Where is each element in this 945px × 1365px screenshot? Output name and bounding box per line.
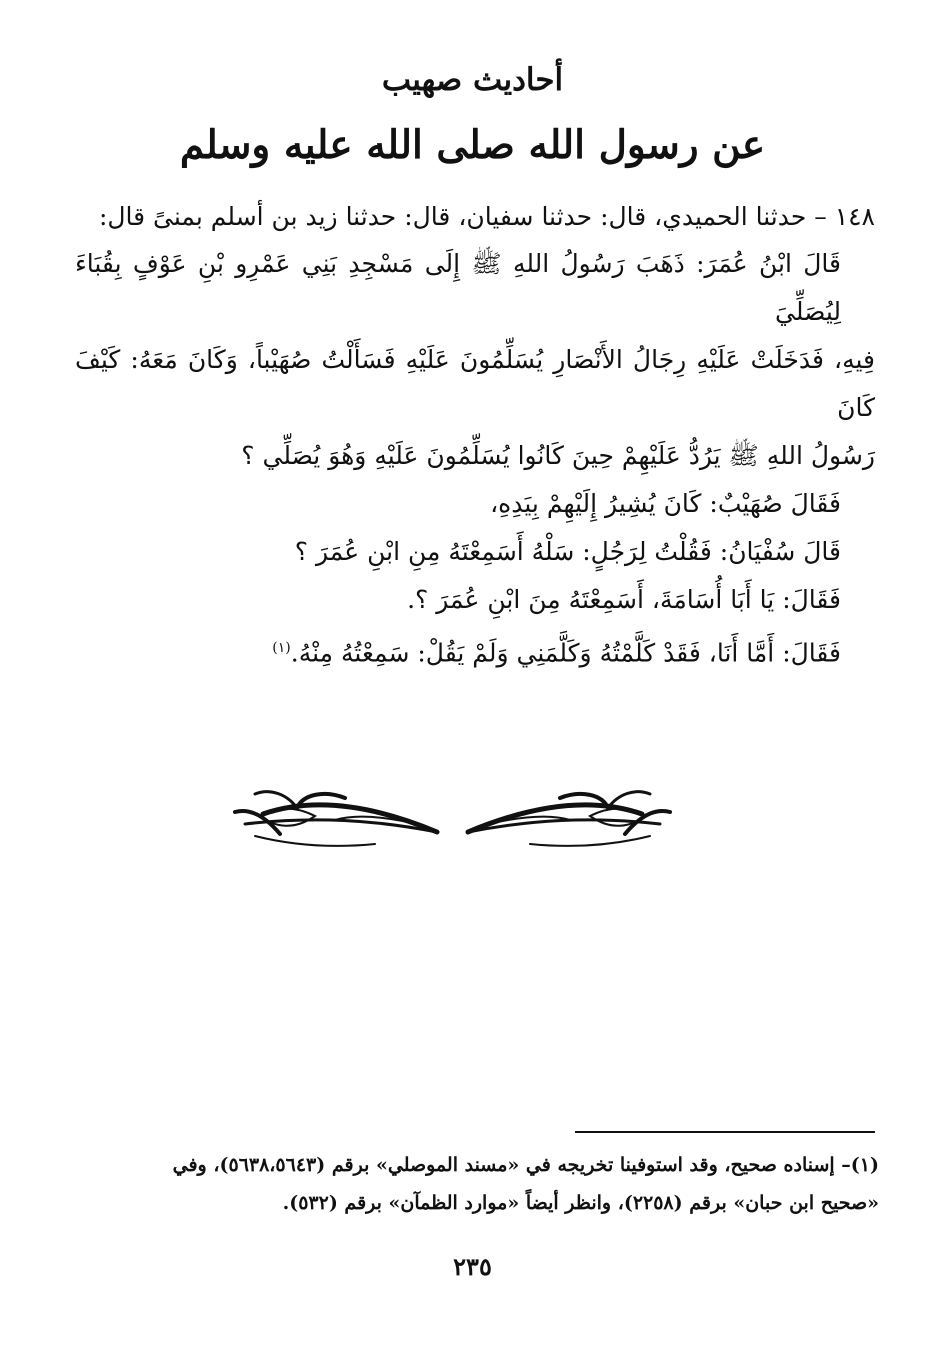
matn-paragraph — [75, 528, 875, 576]
footnote-line: «صحيح ابن حبان» برقم (٢٢٥٨)، وانظر أيضاً «موارد الظمآن» برقم (٥٣٢). — [282, 1192, 879, 1214]
matn-paragraph — [75, 624, 875, 677]
matn-paragraph — [75, 480, 875, 528]
hadith-isnad-line — [75, 193, 875, 241]
matn-line: فَقَالَ صُهَيْبٌ: كَانَ يُشِيرُ إِلَيْهِمْ بِيَدِهِ، — [490, 489, 841, 518]
matn-opening-paragraph — [75, 240, 875, 336]
page-number: ٢٣٥ — [453, 1252, 492, 1281]
footnote-marker: (١) — [272, 640, 291, 656]
matn-line: قَالَ سُفْيَانُ: فَقُلْتُ لِرَجُلٍ: سَلْهُ أَسَمِعْتَهُ مِنِ ابْنِ عُمَرَ ؟ — [294, 537, 841, 566]
matn-line: فَقَالَ: يَا أَبَا أُسَامَةَ، أَسَمِعْتَهُ مِنَ ابْنِ عُمَرَ ؟. — [407, 585, 841, 614]
section-subtitle: عن رسول الله صلى الله عليه وسلم — [179, 122, 766, 168]
matn-line: فَقَالَ: أَمَّا أَنَا، فَقَدْ كَلَّمْتُهُ وَكَلَّمَنِي وَلَمْ يَقُلْ: سَمِعْتُهُ مِنْهُ. — [290, 638, 841, 668]
footnote-divider — [575, 1131, 875, 1133]
matn-continuation — [75, 336, 875, 480]
hadith-isnad: حدثنا الحميدي، قال: حدثنا سفيان، قال: حدثنا زيد بن أسلم بمنىً قال: — [98, 202, 807, 231]
decorative-divider-icon — [230, 786, 675, 852]
matn-paragraph — [75, 576, 875, 624]
matn-line: فِيهِ، فَدَخَلَتْ عَلَيْهِ رِجَالُ الأَنْصَارِ يُسَلِّمُونَ عَلَيْهِ فَسَأَلْتُ صُهَيْباً، وَكَانَ مَعَهُ: كَيْفَ كَانَ — [75, 345, 875, 422]
hadith-number: ١٤٨ – — [814, 202, 875, 231]
hadith-matn — [75, 240, 875, 677]
matn-line: قَالَ ابْنُ عُمَرَ: ذَهَبَ رَسُولُ اللهِ ﷺ إِلَى مَسْجِدِ بَنِي عَمْرِو بْنِ عَوْفٍ بِقُبَاءَ لِيُصَلِّيَ — [75, 249, 841, 326]
footnote — [67, 1146, 879, 1222]
matn-line: رَسُولُ اللهِ ﷺ يَرُدُّ عَلَيْهِمْ حِينَ كَانُوا يُسَلِّمُونَ عَلَيْهِ وَهُوَ يُصَلِّي ؟ — [241, 441, 875, 470]
section-title: أحاديث صهيب — [381, 62, 564, 98]
footnote-line: (١)– إسناده صحيح، وقد استوفينا تخريجه في «مسند الموصلي» برقم (٥٦٣٨،٥٦٤٣)، وفي — [172, 1154, 879, 1176]
